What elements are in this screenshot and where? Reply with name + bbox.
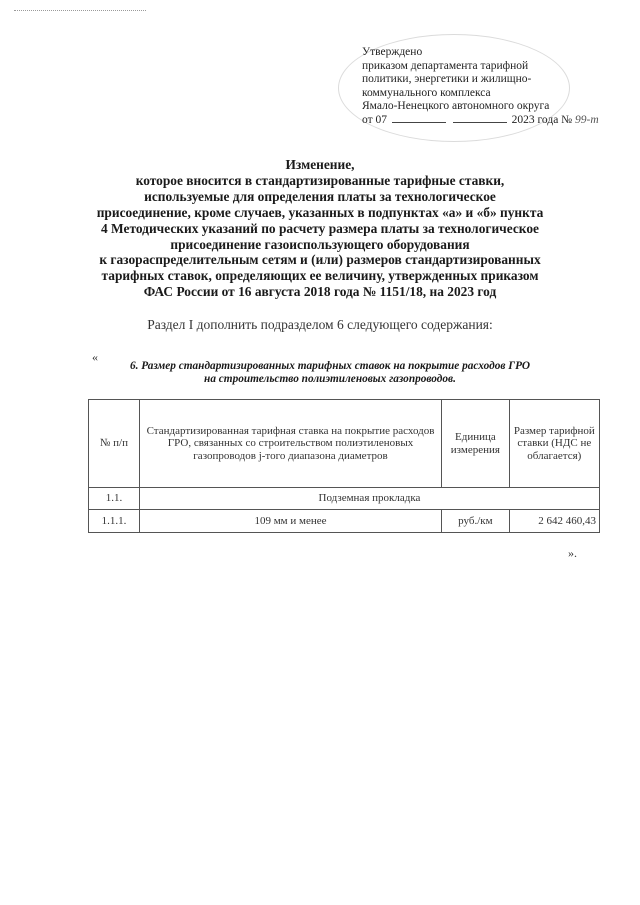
section-heading	[100, 360, 560, 386]
date-prefix: от	[362, 113, 373, 126]
approval-line: Ямало-Ненецкого автономного округа	[362, 100, 550, 113]
title-line: 4 Методических указаний по расчету размера платы за технологическое	[101, 220, 539, 236]
approval-block	[362, 46, 612, 128]
order-number: 99-т	[575, 113, 599, 126]
date-year-text: 2023 года №	[511, 113, 573, 126]
row-num: 1.1.1.	[89, 510, 140, 533]
title-line: присоединение газоиспользующего оборудования	[170, 236, 470, 252]
scan-artifact-line	[14, 10, 146, 11]
section-heading-line: 6. Размер стандартизированных тарифных ставок на покрытие расходов ГРО	[129, 360, 531, 372]
header-unit: Единица измерения	[442, 400, 510, 488]
title-line: тарифных ставок, определяющих ее величину, утвержденных приказом	[101, 268, 539, 284]
title-line: Изменение,	[285, 157, 355, 172]
row-unit: руб./км	[442, 510, 510, 533]
approval-line: политики, энергетики и жилищно-	[362, 73, 532, 86]
table-group-row	[89, 488, 600, 510]
header-value: Размер тарифной ставки (НДС не облагается)	[509, 400, 599, 488]
approval-line: Утверждено	[362, 46, 423, 58]
title-line: присоединение, кроме случаев, указанных в подпунктах «а» и «б» пункта	[96, 204, 544, 220]
title-line: используемые для определения платы за технологическое	[144, 188, 496, 204]
table-header-row	[89, 400, 600, 488]
row-value: 2 642 460,43	[509, 510, 599, 533]
table-row	[89, 510, 600, 533]
document-title	[70, 157, 570, 300]
section-heading-line: на строительство полиэтиленовых газопроводов.	[204, 373, 456, 385]
date-day: 07	[375, 113, 387, 126]
group-label: Подземная прокладка	[139, 488, 599, 510]
group-num: 1.1.	[89, 488, 140, 510]
title-line: к газораспределительным сетям и (или) размеров стандартизированных	[99, 252, 541, 268]
approval-date-line	[362, 114, 612, 128]
header-num: № п/п	[89, 400, 140, 488]
tariff-table	[88, 399, 600, 533]
date-month-blank	[392, 122, 446, 123]
approval-line: приказом департамента тарифной	[362, 59, 529, 72]
date-blank	[453, 122, 507, 123]
title-line: которое вносится в стандартизированные тарифные ставки,	[135, 172, 505, 188]
row-name: 109 мм и менее	[139, 510, 441, 533]
header-name: Стандартизированная тарифная ставка на покрытие расходов ГРО, связанных со строительством полиэтиленовых газопроводов j-того диапазона диаметров	[139, 400, 441, 488]
intro-paragraph: Раздел I дополнить подразделом 6 следующего содержания:	[147, 317, 493, 332]
approval-line: коммунального комплекса	[362, 86, 491, 99]
open-quote: «	[92, 350, 98, 364]
title-line: ФАС России от 16 августа 2018 года № 1151/18, на 2023 год	[143, 284, 497, 300]
close-quote: ».	[568, 546, 577, 560]
